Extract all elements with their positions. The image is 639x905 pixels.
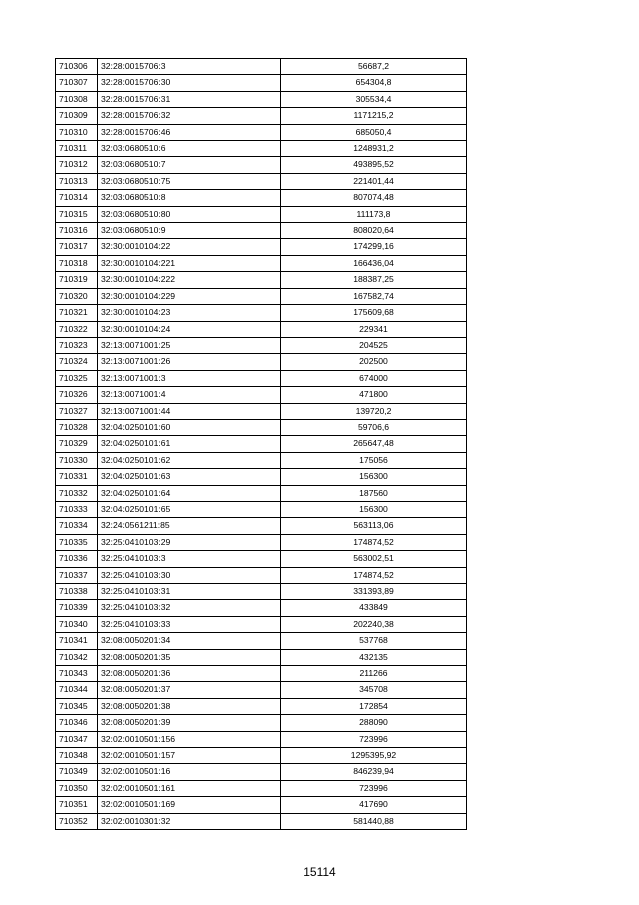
cadastral-number-cell: 32:03:0680510:80: [98, 206, 281, 222]
table-row: [56, 403, 467, 419]
value-cell: 188387,25: [281, 272, 467, 288]
cadastral-number-cell: 32:04:0250101:63: [98, 469, 281, 485]
cadastral-number-cell: 32:02:0010501:156: [98, 731, 281, 747]
table-body: [56, 59, 467, 830]
row-number-cell: 710311: [56, 141, 98, 157]
row-number-cell: 710326: [56, 387, 98, 403]
value-cell: 111173,8: [281, 206, 467, 222]
cadastral-number-cell: 32:28:0015706:3: [98, 59, 281, 75]
table-row: [56, 288, 467, 304]
value-cell: 156300: [281, 469, 467, 485]
row-number-cell: 710346: [56, 715, 98, 731]
row-number-cell: 710321: [56, 305, 98, 321]
table-row: [56, 518, 467, 534]
value-cell: 202240,38: [281, 616, 467, 632]
value-cell: 221401,44: [281, 173, 467, 189]
table-row: [56, 485, 467, 501]
value-cell: 563002,51: [281, 551, 467, 567]
table-row: [56, 255, 467, 271]
value-cell: 175609,68: [281, 305, 467, 321]
table-row: [56, 157, 467, 173]
cadastral-number-cell: 32:30:0010104:24: [98, 321, 281, 337]
cadastral-number-cell: 32:03:0680510:8: [98, 190, 281, 206]
row-number-cell: 710350: [56, 780, 98, 796]
value-cell: 807074,48: [281, 190, 467, 206]
cadastral-number-cell: 32:25:0410103:33: [98, 616, 281, 632]
value-cell: 537768: [281, 633, 467, 649]
cadastral-number-cell: 32:02:0010301:32: [98, 813, 281, 829]
table-row: [56, 584, 467, 600]
row-number-cell: 710348: [56, 748, 98, 764]
row-number-cell: 710332: [56, 485, 98, 501]
cadastral-number-cell: 32:25:0410103:32: [98, 600, 281, 616]
row-number-cell: 710342: [56, 649, 98, 665]
table-row: [56, 764, 467, 780]
row-number-cell: 710316: [56, 223, 98, 239]
table-row: [56, 206, 467, 222]
row-number-cell: 710328: [56, 419, 98, 435]
value-cell: 167582,74: [281, 288, 467, 304]
table-row: [56, 173, 467, 189]
table-row: [56, 666, 467, 682]
value-cell: 139720,2: [281, 403, 467, 419]
table-row: [56, 91, 467, 107]
value-cell: 187560: [281, 485, 467, 501]
cadastral-number-cell: 32:03:0680510:6: [98, 141, 281, 157]
value-cell: 211266: [281, 666, 467, 682]
row-number-cell: 710329: [56, 436, 98, 452]
row-number-cell: 710344: [56, 682, 98, 698]
cadastral-number-cell: 32:04:0250101:62: [98, 452, 281, 468]
cadastral-number-cell: 32:28:0015706:30: [98, 75, 281, 91]
value-cell: 175056: [281, 452, 467, 468]
row-number-cell: 710333: [56, 501, 98, 517]
cadastral-number-cell: 32:08:0050201:35: [98, 649, 281, 665]
table-row: [56, 75, 467, 91]
row-number-cell: 710325: [56, 370, 98, 386]
value-cell: 166436,04: [281, 255, 467, 271]
cadastral-number-cell: 32:08:0050201:37: [98, 682, 281, 698]
row-number-cell: 710313: [56, 173, 98, 189]
value-cell: 59706,6: [281, 419, 467, 435]
row-number-cell: 710331: [56, 469, 98, 485]
value-cell: 563113,06: [281, 518, 467, 534]
value-cell: 471800: [281, 387, 467, 403]
table-row: [56, 748, 467, 764]
table-row: [56, 501, 467, 517]
cadastral-number-cell: 32:02:0010501:161: [98, 780, 281, 796]
cadastral-number-cell: 32:02:0010501:16: [98, 764, 281, 780]
table-row: [56, 321, 467, 337]
value-cell: 229341: [281, 321, 467, 337]
row-number-cell: 710308: [56, 91, 98, 107]
row-number-cell: 710312: [56, 157, 98, 173]
table-row: [56, 567, 467, 583]
value-cell: 846239,94: [281, 764, 467, 780]
table-row: [56, 141, 467, 157]
cadastral-number-cell: 32:30:0010104:229: [98, 288, 281, 304]
value-cell: 674000: [281, 370, 467, 386]
cadastral-number-cell: 32:25:0410103:31: [98, 584, 281, 600]
table-row: [56, 682, 467, 698]
cadastral-number-cell: 32:30:0010104:222: [98, 272, 281, 288]
cadastral-number-cell: 32:04:0250101:65: [98, 501, 281, 517]
row-number-cell: 710334: [56, 518, 98, 534]
row-number-cell: 710341: [56, 633, 98, 649]
row-number-cell: 710318: [56, 255, 98, 271]
cadastral-number-cell: 32:02:0010501:169: [98, 797, 281, 813]
row-number-cell: 710338: [56, 584, 98, 600]
row-number-cell: 710339: [56, 600, 98, 616]
row-number-cell: 710320: [56, 288, 98, 304]
table-row: [56, 797, 467, 813]
row-number-cell: 710322: [56, 321, 98, 337]
table-row: [56, 370, 467, 386]
table-row: [56, 124, 467, 140]
cadastral-number-cell: 32:03:0680510:9: [98, 223, 281, 239]
value-cell: 723996: [281, 780, 467, 796]
value-cell: 345708: [281, 682, 467, 698]
value-cell: 654304,8: [281, 75, 467, 91]
row-number-cell: 710345: [56, 698, 98, 714]
table-row: [56, 616, 467, 632]
table-row: [56, 731, 467, 747]
row-number-cell: 710306: [56, 59, 98, 75]
cadastral-number-cell: 32:30:0010104:23: [98, 305, 281, 321]
row-number-cell: 710314: [56, 190, 98, 206]
cadastral-number-cell: 32:08:0050201:34: [98, 633, 281, 649]
cadastral-number-cell: 32:08:0050201:39: [98, 715, 281, 731]
table-row: [56, 469, 467, 485]
row-number-cell: 710347: [56, 731, 98, 747]
cadastral-number-cell: 32:24:0561211:85: [98, 518, 281, 534]
table-row: [56, 272, 467, 288]
value-cell: 172854: [281, 698, 467, 714]
row-number-cell: 710315: [56, 206, 98, 222]
value-cell: 685050,4: [281, 124, 467, 140]
cadastral-number-cell: 32:13:0071001:25: [98, 337, 281, 353]
row-number-cell: 710323: [56, 337, 98, 353]
table-row: [56, 305, 467, 321]
value-cell: 202500: [281, 354, 467, 370]
cadastral-number-cell: 32:08:0050201:36: [98, 666, 281, 682]
cadastral-number-cell: 32:25:0410103:3: [98, 551, 281, 567]
value-cell: 265647,48: [281, 436, 467, 452]
value-cell: 808020,64: [281, 223, 467, 239]
table-row: [56, 354, 467, 370]
cadastral-number-cell: 32:28:0015706:31: [98, 91, 281, 107]
table-row: [56, 190, 467, 206]
cadastral-number-cell: 32:25:0410103:29: [98, 534, 281, 550]
table-row: [56, 715, 467, 731]
table-row: [56, 633, 467, 649]
cadastral-number-cell: 32:13:0071001:4: [98, 387, 281, 403]
table-row: [56, 780, 467, 796]
row-number-cell: 710327: [56, 403, 98, 419]
value-cell: 156300: [281, 501, 467, 517]
cadastral-number-cell: 32:30:0010104:221: [98, 255, 281, 271]
table-row: [56, 108, 467, 124]
row-number-cell: 710340: [56, 616, 98, 632]
value-cell: 174874,52: [281, 534, 467, 550]
value-cell: 305534,4: [281, 91, 467, 107]
cadastral-number-cell: 32:03:0680510:75: [98, 173, 281, 189]
row-number-cell: 710307: [56, 75, 98, 91]
table-row: [56, 698, 467, 714]
table-row: [56, 534, 467, 550]
table-row: [56, 436, 467, 452]
value-cell: 433849: [281, 600, 467, 616]
value-cell: 56687,2: [281, 59, 467, 75]
table-row: [56, 649, 467, 665]
row-number-cell: 710351: [56, 797, 98, 813]
table-row: [56, 419, 467, 435]
value-cell: 493895,52: [281, 157, 467, 173]
table-row: [56, 59, 467, 75]
value-cell: 723996: [281, 731, 467, 747]
value-cell: 1248931,2: [281, 141, 467, 157]
row-number-cell: 710343: [56, 666, 98, 682]
table-row: [56, 223, 467, 239]
row-number-cell: 710317: [56, 239, 98, 255]
value-cell: 581440,88: [281, 813, 467, 829]
value-cell: 1171215,2: [281, 108, 467, 124]
value-cell: 331393,89: [281, 584, 467, 600]
row-number-cell: 710310: [56, 124, 98, 140]
cadastral-number-cell: 32:13:0071001:26: [98, 354, 281, 370]
cadastral-number-cell: 32:04:0250101:61: [98, 436, 281, 452]
cadastral-number-cell: 32:13:0071001:3: [98, 370, 281, 386]
table-row: [56, 452, 467, 468]
cadastral-number-cell: 32:04:0250101:64: [98, 485, 281, 501]
cadastral-number-cell: 32:03:0680510:7: [98, 157, 281, 173]
row-number-cell: 710324: [56, 354, 98, 370]
cadastral-number-cell: 32:25:0410103:30: [98, 567, 281, 583]
row-number-cell: 710337: [56, 567, 98, 583]
table-row: [56, 239, 467, 255]
cadastral-number-cell: 32:13:0071001:44: [98, 403, 281, 419]
table-row: [56, 600, 467, 616]
cadastral-value-table: [55, 58, 467, 830]
cadastral-number-cell: 32:28:0015706:32: [98, 108, 281, 124]
cadastral-number-cell: 32:30:0010104:22: [98, 239, 281, 255]
table-row: [56, 337, 467, 353]
row-number-cell: 710319: [56, 272, 98, 288]
value-cell: 417690: [281, 797, 467, 813]
value-cell: 204525: [281, 337, 467, 353]
row-number-cell: 710352: [56, 813, 98, 829]
value-cell: 174874,52: [281, 567, 467, 583]
row-number-cell: 710336: [56, 551, 98, 567]
cadastral-number-cell: 32:08:0050201:38: [98, 698, 281, 714]
cadastral-number-cell: 32:04:0250101:60: [98, 419, 281, 435]
row-number-cell: 710330: [56, 452, 98, 468]
value-cell: 174299,16: [281, 239, 467, 255]
table-row: [56, 813, 467, 829]
value-cell: 1295395,92: [281, 748, 467, 764]
page-number: 15114: [303, 865, 336, 879]
row-number-cell: 710349: [56, 764, 98, 780]
table-row: [56, 551, 467, 567]
cadastral-number-cell: 32:28:0015706:46: [98, 124, 281, 140]
value-cell: 432135: [281, 649, 467, 665]
value-cell: 288090: [281, 715, 467, 731]
row-number-cell: 710335: [56, 534, 98, 550]
cadastral-number-cell: 32:02:0010501:157: [98, 748, 281, 764]
row-number-cell: 710309: [56, 108, 98, 124]
table-row: [56, 387, 467, 403]
